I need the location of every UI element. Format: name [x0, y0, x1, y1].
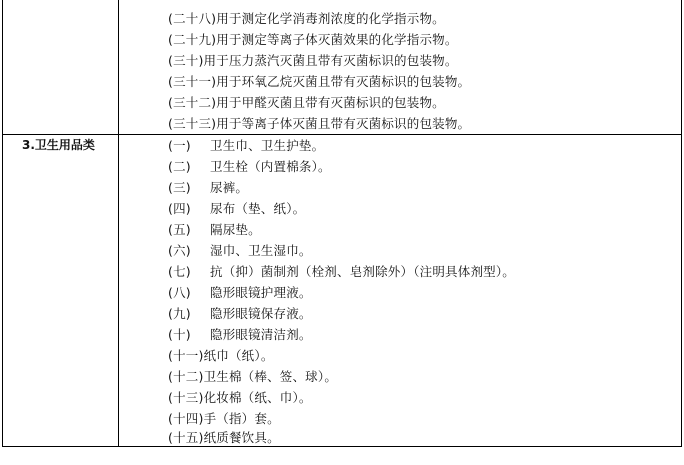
item-text: 纸质餐饮具。: [203, 430, 280, 445]
item-text: 纸巾（纸）。: [203, 348, 274, 363]
list-item: [168, 409, 280, 429]
item-number: (四): [168, 201, 191, 216]
item-text: 隔尿垫。: [210, 222, 261, 237]
list-item: [168, 325, 312, 345]
table-row-divider: [2, 134, 682, 135]
item-text: 隐形眼镜保存液。: [210, 306, 312, 321]
list-item: [168, 220, 261, 240]
item-text: 手（指）套。: [203, 411, 280, 426]
table-right-border: [681, 0, 682, 447]
table-left-border: [2, 0, 3, 447]
list-item: [168, 346, 274, 366]
item-number: (三): [168, 180, 191, 195]
item-text: 化妆棉（纸、巾）。: [203, 390, 312, 405]
item-number: (八): [168, 285, 191, 300]
list-item: [168, 304, 312, 324]
item-text: 隐形眼镜清洁剂。: [210, 327, 312, 342]
item-number: (六): [168, 243, 191, 258]
list-item: [168, 262, 515, 282]
list-item: (三十三)用于等离子体灭菌且带有灭菌标识的包装物。: [168, 116, 471, 131]
item-number: (十五): [168, 430, 204, 445]
item-text: 卫生栓（内置棉条）。: [210, 159, 331, 174]
item-text: 尿布（垫、纸）。: [210, 201, 306, 216]
item-text: 湿巾、卫生湿巾。: [210, 243, 312, 258]
item-number: (十四): [168, 411, 204, 426]
item-text: 卫生棉（棒、签、球）。: [203, 369, 338, 384]
list-item: [168, 367, 337, 387]
category-label: 3.卫生用品类: [22, 138, 95, 152]
list-item: [168, 157, 331, 177]
list-item: [168, 178, 248, 198]
list-item: (三十二)用于甲醛灭菌且带有灭菌标识的包装物。: [168, 95, 445, 110]
list-item: [168, 241, 312, 261]
list-item: (三十)用于压力蒸汽灭菌且带有灭菌标识的包装物。: [168, 53, 458, 68]
list-item: (二十九)用于测定等离子体灭菌效果的化学指示物。: [168, 32, 458, 47]
item-number: (九): [168, 306, 191, 321]
list-item: [168, 428, 280, 448]
list-item: (二十八)用于测定化学消毒剂浓度的化学指示物。: [168, 11, 445, 26]
item-number: (十一): [168, 348, 204, 363]
item-text: 隐形眼镜护理液。: [210, 285, 312, 300]
item-number: (一): [168, 138, 191, 153]
item-number: (二): [168, 159, 191, 174]
list-item: (三十一)用于环氧乙烷灭菌且带有灭菌标识的包装物。: [168, 74, 471, 89]
table-bottom-border: [2, 446, 682, 447]
item-number: (五): [168, 222, 191, 237]
item-text: 卫生巾、卫生护垫。: [210, 138, 325, 153]
item-text: 抗（抑）菌制剂（栓剂、皂剂除外）（注明具体剂型）。: [210, 264, 516, 279]
item-number: (十): [168, 327, 191, 342]
item-number: (十二): [168, 369, 204, 384]
list-item: [168, 199, 305, 219]
list-item: [168, 136, 324, 156]
item-number: (七): [168, 264, 191, 279]
list-item: [168, 388, 312, 408]
item-number: (十三): [168, 390, 204, 405]
list-item: [168, 283, 312, 303]
item-text: 尿裤。: [210, 180, 249, 195]
table-column-divider: [118, 0, 119, 447]
